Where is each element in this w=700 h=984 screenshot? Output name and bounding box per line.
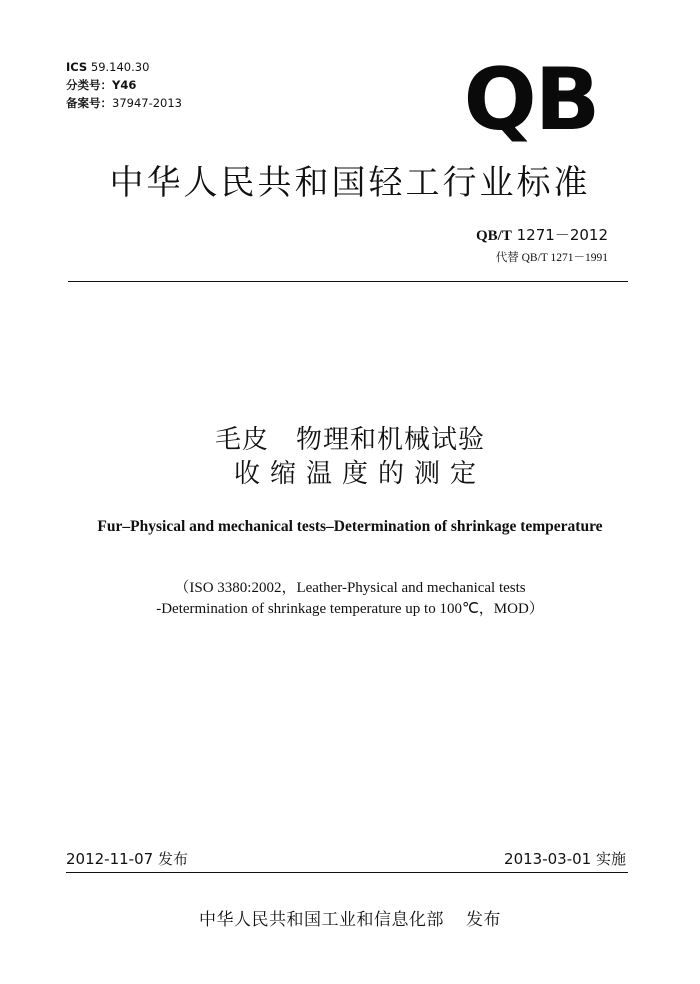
filing-line: [66, 94, 182, 112]
issue-date: 2012-11-07 发布: [66, 850, 188, 868]
document-title-line2: 收缩温度的测定: [233, 459, 486, 489]
standard-number: [476, 224, 608, 245]
standard-number-value: 1271－2012: [516, 226, 608, 244]
implementation-date: 2013-03-01 实施: [504, 850, 626, 868]
qb-logo: [456, 50, 606, 150]
footer-divider: [66, 872, 628, 873]
ics-label: ICS: [66, 60, 88, 74]
filing-value: 37947-2013: [112, 96, 182, 110]
iso-reference-line1: （ISO 3380:2002，Leather-Physical and mechanical tests: [174, 580, 526, 596]
publish-word: 发布: [466, 910, 501, 930]
replaces-standard: 代替 QB/T 1271－1991: [495, 252, 608, 264]
qb-logo-text: QB: [463, 50, 599, 150]
class-value: Y46: [112, 78, 137, 92]
ics-line: [66, 58, 182, 76]
standard-category-title: 中华人民共和国轻工行业标准: [109, 163, 591, 203]
iso-reference-line2: -Determination of shrinkage temperature up to 100℃，MOD）: [156, 601, 544, 617]
ics-value: 59.140.30: [90, 60, 150, 74]
filing-label: 备案号：: [66, 96, 112, 110]
header-divider: [68, 281, 628, 282]
standard-metadata: [66, 58, 182, 112]
standard-number-block: [476, 224, 608, 265]
class-line: [66, 76, 182, 94]
standard-prefix: QB/T: [476, 228, 512, 244]
document-title-line1: 毛皮 物理和机械试验: [214, 425, 485, 455]
publisher-line: [0, 905, 700, 930]
english-title: Fur–Physical and mechanical tests–Determination of shrinkage temperature: [97, 518, 603, 535]
class-label: 分类号：: [66, 78, 112, 92]
iso-reference: [0, 578, 700, 620]
publisher-name: 中华人民共和国工业和信息化部: [199, 910, 444, 930]
